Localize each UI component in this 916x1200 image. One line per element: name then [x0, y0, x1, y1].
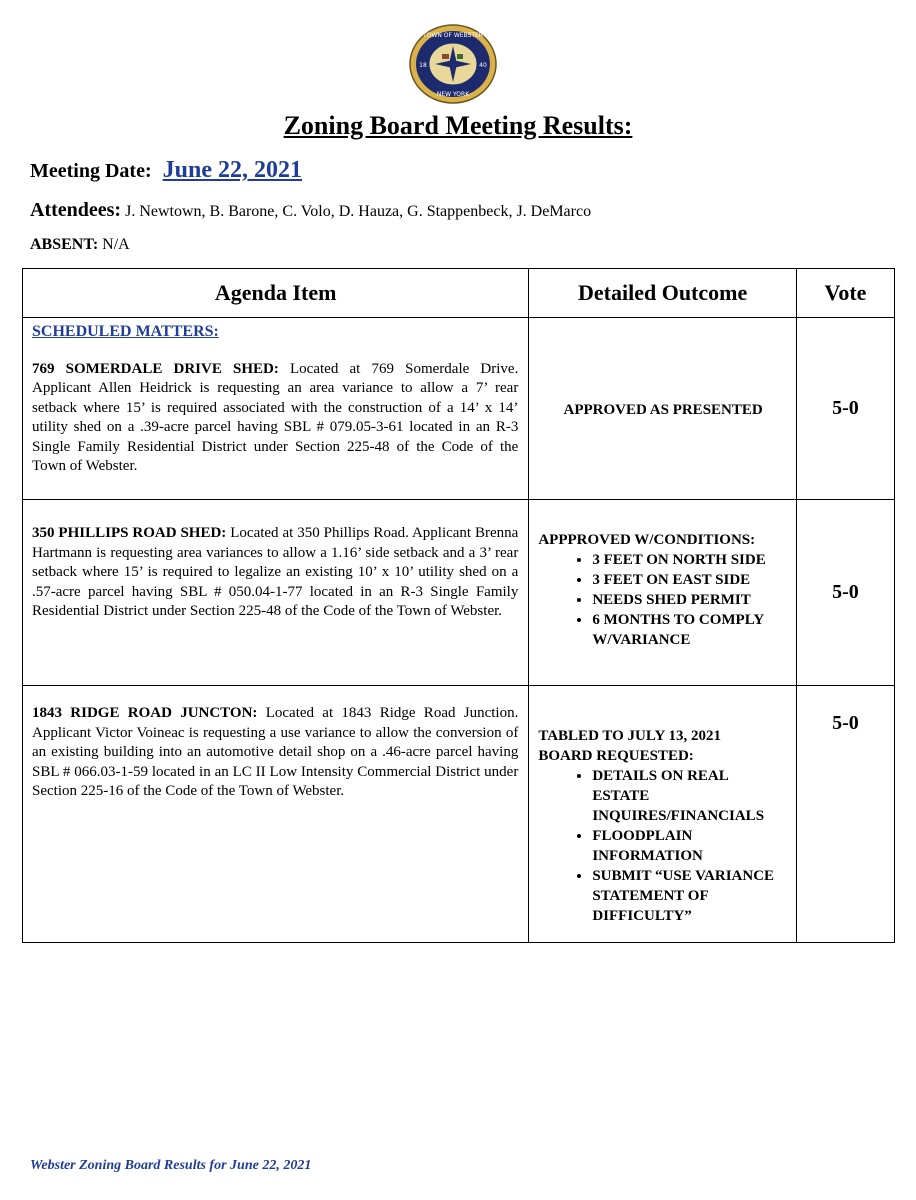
section-label: SCHEDULED MATTERS:: [32, 323, 219, 340]
meeting-date-value: June 22, 2021: [162, 157, 302, 183]
header-detailed-outcome: Detailed Outcome: [529, 269, 797, 318]
outcome-cell: [529, 500, 797, 686]
list-item: • DETAILS ON REAL ESTATE INQUIRES/FINANCIALS: [592, 766, 788, 826]
seal-top-text: TOWN OF WEBSTER: [423, 32, 483, 39]
outcome-cell: [529, 318, 797, 500]
list-item: • 3 FEET ON NORTH SIDE: [592, 550, 788, 570]
absent-line: [30, 236, 130, 254]
town-seal-logo: [409, 24, 497, 104]
agenda-item-title: 350 PHILLIPS ROAD SHED:: [32, 525, 227, 541]
seal-left-text: 18: [419, 62, 427, 69]
header-agenda-item: Agenda Item: [23, 269, 529, 318]
meeting-date-line: [30, 157, 302, 184]
seal-bottom-text: NEW YORK: [436, 91, 470, 98]
list-item: • NEEDS SHED PERMIT: [592, 590, 788, 610]
vote-cell: 5-0: [796, 500, 894, 686]
list-item: • SUBMIT “USE VARIANCE STATEMENT OF DIFFICULTY”: [592, 866, 788, 926]
table-row: [23, 318, 895, 500]
meeting-date-label: Meeting Date:: [30, 160, 152, 182]
table-row: [23, 686, 895, 943]
agenda-item-text: Located at 769 Somerdale Drive. Applicant Allen Heidrick is requesting an area variance to allow a 7’ rear setback where 15’ is required associated with the construction of a 14’ x 14’ utility shed on a .39-acre parcel having SBL # 079.05-3-61 located in an R-3 Single Family Residential District under Section 225-48 of the Code of the Town of Webster.: [32, 360, 519, 474]
header-vote: Vote: [796, 269, 894, 318]
outcome-text: APPPROVED W/CONDITIONS:: [538, 532, 756, 548]
page-footer: Webster Zoning Board Results for June 22, 2021: [30, 1158, 312, 1173]
outcome-text: APPROVED AS PRESENTED: [563, 401, 763, 418]
request-list: [538, 766, 788, 926]
agenda-item-title: 1843 RIDGE ROAD JUNCTON:: [32, 705, 258, 721]
seal-right-text: 40: [479, 62, 487, 69]
list-item: • FLOODPLAIN INFORMATION: [592, 826, 788, 866]
agenda-item-cell: [23, 500, 529, 686]
agenda-item-cell: [23, 686, 529, 943]
vote-cell: 5-0: [796, 686, 894, 943]
table-header-row: [23, 269, 895, 318]
agenda-item-text: Located at 1843 Ridge Road Junction. Applicant Victor Voineac is requesting a use variance to allow the conversion of an existing building into an automotive detail shop on a .46-acre parcel having SBL # 066.03-1-59 located in an LC II Low Intensity Commercial District under Section 225-16 of the Code of the Town of Webster.: [32, 705, 519, 799]
agenda-item-text: Located at 350 Phillips Road. Applicant Brenna Hartmann is requesting area variances to allow a 1.16’ side setback and a 3’ rear setback where 15’ is required to legalize an existing 10’ x 10’ utility shed on a .57-acre parcel having SBL # 050.04-1-77 located in an R-3 Single Family Residential District under Section 225-48 of the Code of the Town of Webster.: [32, 525, 519, 619]
outcome-text: TABLED TO JULY 13, 2021: [538, 728, 722, 744]
agenda-item-title: 769 SOMERDALE DRIVE SHED:: [32, 360, 279, 377]
list-item: • 6 MONTHS TO COMPLY W/VARIANCE: [592, 610, 788, 650]
results-table: [22, 268, 895, 943]
page-title: Zoning Board Meeting Results:: [283, 111, 633, 140]
outcome-subtext: BOARD REQUESTED:: [538, 748, 694, 764]
agenda-item-cell: [23, 318, 529, 500]
attendees-value: J. Newtown, B. Barone, C. Volo, D. Hauza, G. Stappenbeck, J. DeMarco: [125, 203, 592, 220]
condition-list: [538, 550, 788, 650]
table-row: [23, 500, 895, 686]
absent-label: ABSENT:: [30, 236, 99, 253]
vote-cell: 5-0: [796, 318, 894, 500]
attendees-line: [30, 199, 591, 222]
outcome-cell: [529, 686, 797, 943]
absent-value: N/A: [102, 236, 130, 253]
attendees-label: Attendees:: [30, 199, 122, 221]
list-item: • 3 FEET ON EAST SIDE: [592, 570, 788, 590]
